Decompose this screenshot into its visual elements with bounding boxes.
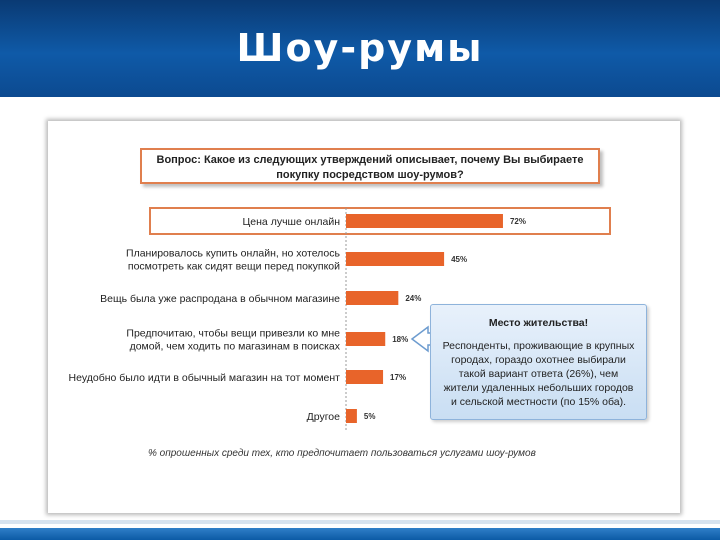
category-label-2-0: Вещь была уже распродана в обычном магазине (100, 293, 340, 305)
bar-0 (346, 214, 503, 228)
bar-4 (346, 370, 383, 384)
bar-value-label-3: 18% (392, 335, 409, 344)
chart-footnote: % опрошенных среди тех, кто предпочитает пользоваться услугами шоу-румов (148, 448, 536, 459)
bar-3 (346, 332, 385, 346)
category-label-1-0: Планировалось купить онлайн, но хотелось (126, 247, 340, 260)
bar-value-label-5: 5% (363, 412, 376, 421)
info-callout-box (430, 304, 647, 420)
info-callout-title: Место жительства! (488, 317, 589, 329)
question-line-2: покупку посредством шоу-румов? (276, 169, 464, 181)
bar-value-label-4: 17% (390, 373, 407, 382)
category-label-3-0: Предпочитаю, чтобы вещи привезли ко мне (126, 327, 340, 340)
page-title: Шоу-румы (236, 26, 484, 70)
bar-value-label-0: 72% (509, 217, 526, 226)
info-callout-text: Респонденты, проживающие в крупных городах, гораздо охотнее выбирали такой вариант ответа (26%), чем жители удаленных небольших городов и сельской местности (по 15% оба). (442, 340, 635, 408)
category-label-0-0: Цена лучше онлайн (242, 216, 340, 228)
bar-value-label-1: 45% (451, 255, 468, 264)
category-label-5-0: Другое (306, 411, 340, 423)
category-label-3-1: домой, чем ходить по магазинам в поисках (129, 340, 340, 353)
bar-1 (346, 252, 444, 266)
question-line-1: Вопрос: Какое из следующих утверждений описывает, почему Вы выбираете (156, 154, 584, 166)
footer-divider (0, 520, 720, 524)
category-label-1-1: посмотреть как сидят вещи перед покупкой (127, 260, 340, 273)
bar-value-label-2: 24% (405, 294, 422, 303)
footer-band (0, 528, 720, 540)
bar-5 (346, 409, 357, 423)
category-label-4-0: Неудобно было идти в обычный магазин на тот момент (68, 372, 340, 384)
bar-2 (346, 291, 398, 305)
